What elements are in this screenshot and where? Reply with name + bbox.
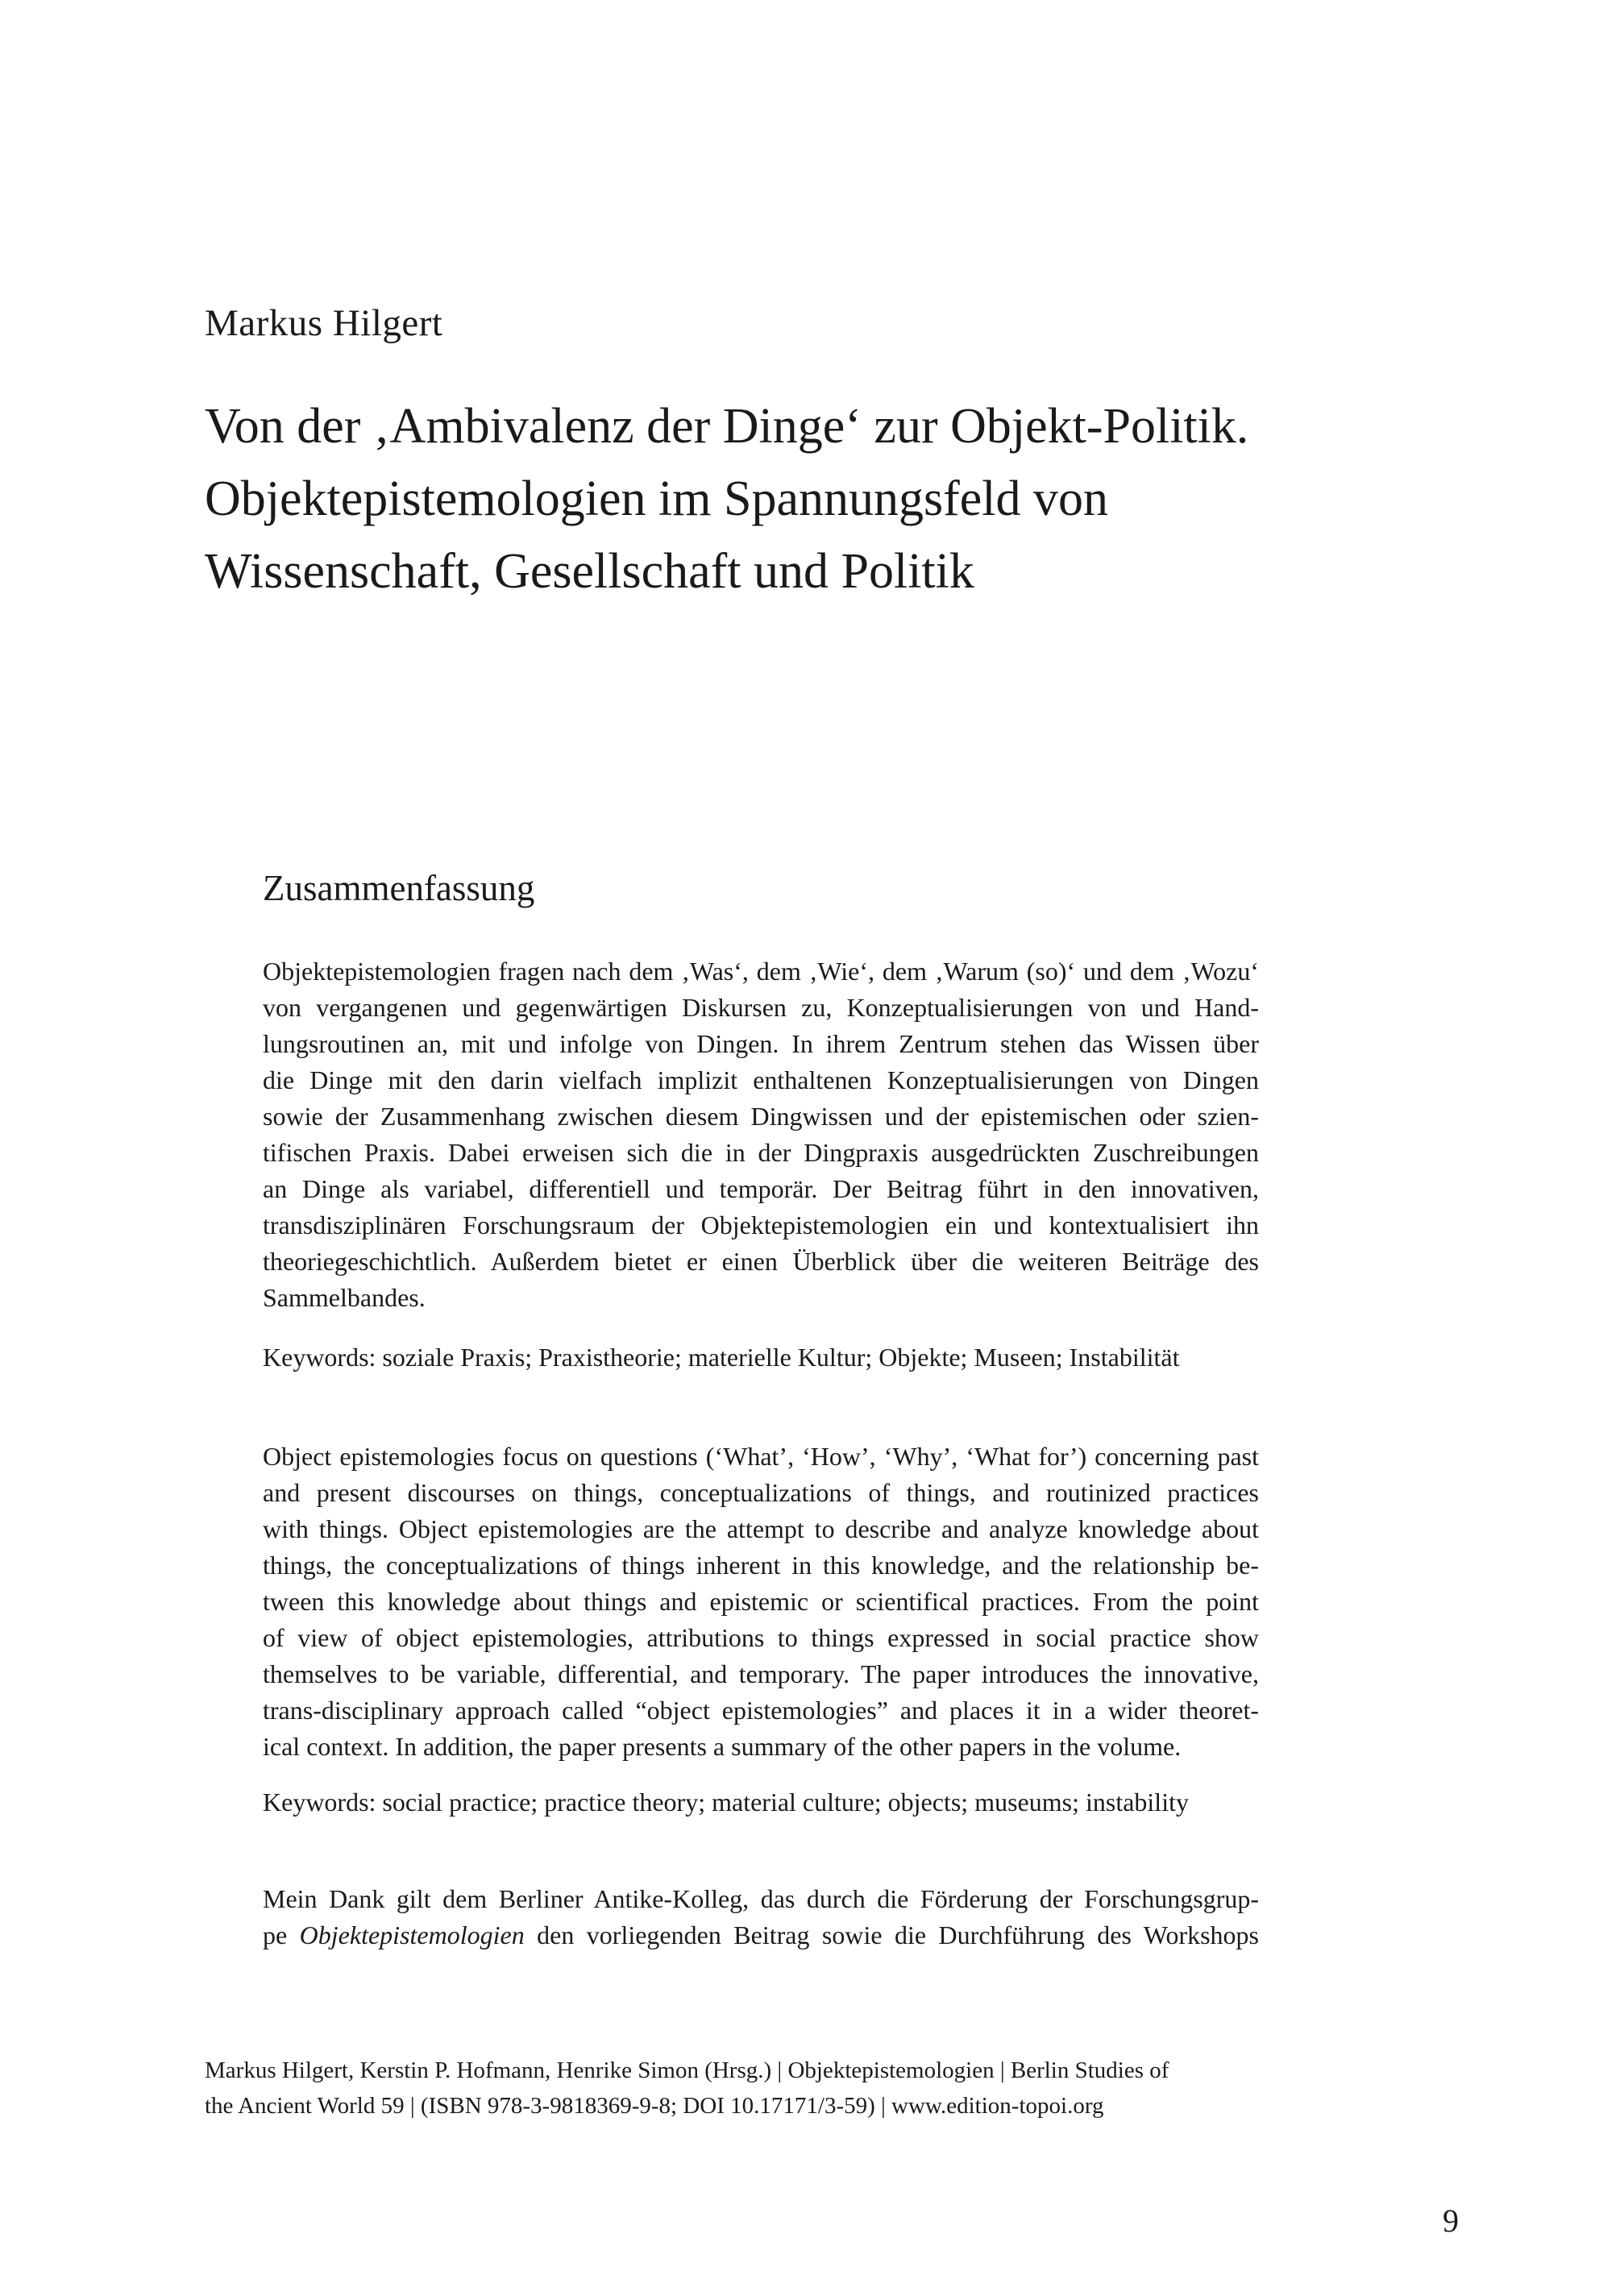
acknowledgement-prefix: pe (263, 1920, 300, 1949)
acknowledgement-note (263, 1881, 1259, 1954)
citation-footer (205, 2053, 1446, 2124)
title-line: Objektepistemologien im Spannungsfeld von (205, 471, 1109, 526)
abstract-line: von vergangenen und gegenwärtigen Diskursen zu, Konzeptualisierungen von und Hand- (263, 993, 1259, 1022)
abstract-line: Sammelbandes. (263, 1283, 426, 1312)
abstract-heading: Zusammenfassung (263, 868, 535, 908)
abstract-line: and present discourses on things, conceptualizations of things, and routinized practices (263, 1478, 1259, 1507)
acknowledgement-italic: Objektepistemologien (299, 1920, 525, 1949)
acknowledgement-line: Mein Dank gilt dem Berliner Antike-Kolleg, das durch die Förderung der Forschungsgrup- (263, 1884, 1259, 1913)
paper-title (205, 390, 1446, 608)
author-name: Markus Hilgert (205, 302, 443, 344)
abstract-line: theoriegeschichtlich. Außerdem bietet er einen Überblick über die weiteren Beiträge des (263, 1247, 1259, 1276)
abstract-line: Object epistemologies focus on questions (‘What’, ‘How’, ‘Why’, ‘What for’) concerning past (263, 1442, 1259, 1471)
abstract-line: ical context. In addition, the paper presents a summary of the other papers in the volume. (263, 1732, 1182, 1761)
acknowledgement-line (263, 1917, 1259, 1954)
abstract-line: things, the conceptualizations of things inherent in this knowledge, and the relationship be- (263, 1551, 1259, 1580)
abstract-line: of view of object epistemologies, attributions to things expressed in social practice show (263, 1623, 1259, 1652)
abstract-english (263, 1439, 1259, 1765)
abstract-line: tifischen Praxis. Dabei erweisen sich die in der Dingpraxis ausgedrückten Zuschreibungen (263, 1138, 1259, 1167)
footer-line: the Ancient World 59 | (ISBN 978-3-9818369-9-8; DOI 10.17171/3-59) | www.edition-topoi.org (205, 2093, 1104, 2119)
title-line: Von der ‚Ambivalenz der Dinge‘ zur Objekt-Politik. (205, 399, 1249, 454)
abstract-line: transdisziplinären Forschungsraum der Objektepistemologien ein und kontextualisiert ihn (263, 1210, 1259, 1239)
abstract-line: themselves to be variable, differential, and temporary. The paper introduces the innovative, (263, 1659, 1259, 1688)
keywords-line: Keywords: soziale Praxis; Praxistheorie; materielle Kultur; Objekte; Museen; Instabilität (263, 1343, 1180, 1372)
abstract-line: die Dinge mit den darin vielfach implizit enthaltenen Konzeptualisierungen von Dingen (263, 1065, 1259, 1094)
keywords-line: Keywords: social practice; practice theory; material culture; objects; museums; instability (263, 1788, 1189, 1817)
keywords-german (263, 1339, 1259, 1376)
abstract-line: with things. Object epistemologies are the attempt to describe and analyze knowledge about (263, 1514, 1259, 1543)
abstract-line: an Dinge als variabel, differentiell und temporär. Der Beitrag führt in den innovativen, (263, 1174, 1259, 1203)
abstract-line: Objektepistemologien fragen nach dem ‚Was‘, dem ‚Wie‘, dem ‚Warum (so)‘ und dem ‚Wozu‘ (263, 957, 1259, 986)
abstract-line: lungsroutinen an, mit und infolge von Dingen. In ihrem Zentrum stehen das Wissen über (263, 1029, 1259, 1058)
page-number: 9 (1443, 2203, 1459, 2239)
abstract-german (263, 953, 1259, 1316)
abstract-line: sowie der Zusammenhang zwischen diesem Dingwissen und der epistemischen oder szien- (263, 1102, 1259, 1131)
title-line: Wissenschaft, Gesellschaft und Politik (205, 544, 974, 599)
footer-line: Markus Hilgert, Kerstin P. Hofmann, Henrike Simon (Hrsg.) | Objektepistemologien | Berlin Studies of (205, 2057, 1169, 2083)
abstract-line: trans-disciplinary approach called “object epistemologies” and places it in a wider theoret- (263, 1696, 1259, 1725)
acknowledgement-suffix: den vorliegenden Beitrag sowie die Durchführung des Workshops (524, 1920, 1260, 1949)
keywords-english (263, 1784, 1259, 1821)
abstract-line: tween this knowledge about things and epistemic or scientifical practices. From the point (263, 1587, 1259, 1616)
